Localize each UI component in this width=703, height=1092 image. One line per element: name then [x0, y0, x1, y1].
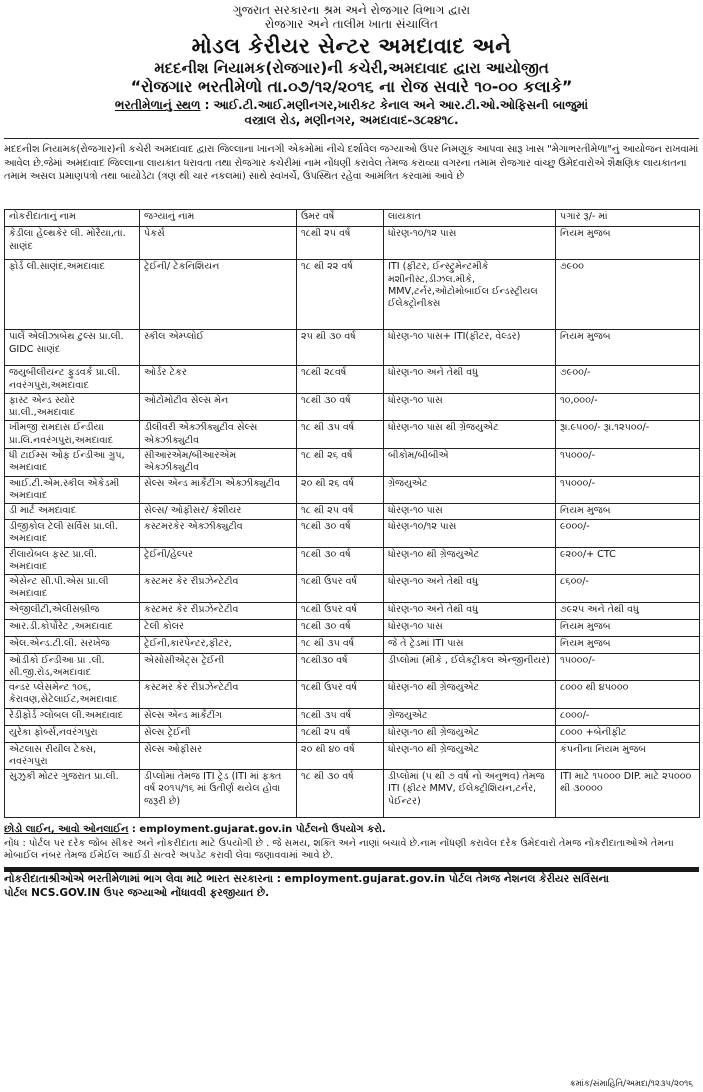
- col-age: ઉંમર વર્ષે: [297, 210, 384, 227]
- qualification-cell: ધોરણ-૧૦ અને તેથી વધુ: [384, 602, 556, 619]
- table-row: [5, 653, 700, 681]
- employer-cell: આઈ.ટી.એમ.સ્કીલ એકેડમી અમદાવાદ: [5, 476, 140, 504]
- header: [4, 4, 699, 96]
- table-row: [5, 227, 700, 260]
- employer-cell: ધી ટાઈમ્સ ઓફ ઈન્ડીઆ ગ્રુપ, અમદાવાદ: [5, 448, 140, 476]
- table-header-row: [5, 210, 700, 227]
- qualification-cell: ધોરણ-૧૦ થી ગ્રેજયુએટ: [384, 725, 556, 742]
- venue-line-1: : આઈ.ટી.આઈ.મણીનગર,ખારીકટ કેનાલ અને આર.ટી.ઓ.ઓફિસની બાજુમાં: [200, 98, 589, 113]
- col-post: જગ્યાનું નામ: [140, 210, 297, 227]
- age-cell: ૧૮થી ઉપર વર્ષ: [297, 681, 384, 709]
- age-cell: ૧૮ થી ૩૫ વર્ષ: [297, 636, 384, 653]
- age-cell: ૨૫ થી ૩૦ વર્ષ: [297, 330, 384, 366]
- age-cell: ૧૮થી ૨૮વર્ષ: [297, 366, 384, 394]
- post-cell: સેલ્સ ટ્રેઈની: [140, 725, 297, 742]
- table-row: [5, 708, 700, 725]
- qualification-cell: ગ્રેજયુએટ: [384, 708, 556, 725]
- qualification-cell: બીકોમ/બીબીએ: [384, 448, 556, 476]
- organizer-line: મદદનીશ નિયામક(રોજગાર)ની કચેરી,અમદાવાદ દ્વારા આયોજીત: [154, 58, 549, 77]
- qualification-cell: ડીપ્લોમાં (૫ થી ૭ વર્ષ નો અનુભવ) તેમજ ITI (ફીટર MMV, ઈલેક્ટ્રીશિયન,ટર્નર, પેઈન્ટર): [384, 770, 556, 818]
- post-cell: ડીપ્લોમાં તેમજ ITI ટ્રેડ (ITI માં ફક્ત વર્ષ ૨૦૧૫/૧૬ માં ઉતીર્ણ થયેલ હોવા જરૂરી છે): [140, 770, 297, 818]
- table-row: [5, 742, 700, 770]
- post-cell: કસ્ટમરકેર એક્ઝીક્યુટીવ: [140, 520, 297, 548]
- table-row: [5, 366, 700, 394]
- age-cell: ૧૮થી ૩૦ વર્ષ: [297, 547, 384, 575]
- reference-number: ક્રમાંક/સંમાહિતિ/અમદા/૧૨૩૫/૨૦૧૬: [569, 1079, 693, 1089]
- salary-cell: ૯૨૦૦/+ CTC: [556, 547, 700, 575]
- salary-cell: ૭૯૦૦: [556, 260, 700, 330]
- employer-cell: કેડીલા હેલ્થકેર લી. મોરૈયા,તા. સાણંદ: [5, 227, 140, 260]
- salary-cell: ૧૫૦૦૦/-: [556, 653, 700, 681]
- qualification-cell: ધોરણ-૧૦ થી ગ્રેજયુએટ: [384, 681, 556, 709]
- qualification-cell: ધોરણ-૧૦ અને તેથી વધુ: [384, 575, 556, 603]
- portal-line: : employment.gujarat.gov.in પોર્ટલનો ઉપયોગ કરો.: [128, 824, 386, 836]
- post-cell: ટેલી કોલર: [140, 619, 297, 636]
- qualification-cell: ધોરણ-૧૦/૧૨ પાસ: [384, 520, 556, 548]
- col-salary: પગાર રૂ/- માં: [556, 210, 700, 227]
- venue: [4, 98, 699, 128]
- salary-cell: નિયમ મુજબ: [556, 504, 700, 520]
- employer-notice-line-1: નોકરીદાતાશ્રીઓએ ભરતીમેળામાં ભાગ લેવા માટે ભારત સરકારના : employment.gujarat.gov.in પોર્ટલ તેમજ નેશનલ કેરીયર સર્વિસના: [4, 872, 610, 885]
- post-cell: સેલ્સ એન્ડ માર્કેટીંગ એક્ઝીક્યુટીવ: [140, 476, 297, 504]
- table-row: [5, 725, 700, 742]
- qualification-cell: ITI (ફીટર, ઈન્સ્ટ્રુમેન્ટમીકે મશીનીસ્ટ,ડીઝલ.મીકે, MMV,ટર્નર,ઓટોમોબાઈલ ઈન્ડસ્ટ્રીયલ ઈલેક્ટ્રોનીક્સ: [384, 260, 556, 330]
- post-cell: ઓટોમોટીવ સેલ્સ મેન: [140, 393, 297, 421]
- employer-cell: વન્ડર પ્લેસમેન્ટ ૧૦૬, કેરાવણ,સેટેલાઈટ,અમદાવાદ: [5, 681, 140, 709]
- table-row: [5, 330, 700, 366]
- salary-cell: ૮૦૦૦ +બેનીફીટ: [556, 725, 700, 742]
- table-row: [5, 602, 700, 619]
- post-cell: ટ્રેઈની,કારપેન્ટર,ફીટર,: [140, 636, 297, 653]
- employer-cell: રેડીફોર્ડ ગ્લોબલ લી.અમદાવાદ: [5, 708, 140, 725]
- age-cell: ૧૮ થી ૩૦ વર્ષ: [297, 770, 384, 818]
- table-row: [5, 421, 700, 449]
- salary-cell: નિયમ મુજબ: [556, 227, 700, 260]
- age-cell: ૧૮થી ૩૦ વર્ષ: [297, 619, 384, 636]
- post-cell: સેલ્સ/ ઓફીસર/ કેશીયર: [140, 504, 297, 520]
- table-row: [5, 393, 700, 421]
- salary-cell: ૧૫૦૦૦/-: [556, 476, 700, 504]
- salary-cell: નિયમ મુજબ: [556, 619, 700, 636]
- qualification-cell: ધોરણ-૧૦ પાસ: [384, 393, 556, 421]
- post-cell: ડીલીવરી એક્ઝીક્યુટીવ સેલ્સ એક્ઝીક્યુટીવ: [140, 421, 297, 449]
- employer-cell: સુઝુકી મોટર ગુજરાત પ્રા.લી.: [5, 770, 140, 818]
- salary-cell: ૧૦,૦૦૦/-: [556, 393, 700, 421]
- post-cell: સેલ્સ ઓફીસર: [140, 742, 297, 770]
- age-cell: ૧૮થી ઉપર વર્ષ: [297, 575, 384, 603]
- salary-cell: ITI માટે ૧૫૦૦૦ DIP. માટે ૨૫૦૦૦ થી ૩૦૦૦૦: [556, 770, 700, 818]
- venue-line-2: વસ્ત્રાલ રોડ, મણીનગર, અમદાવાદ-૩૮૨૪૧૮.: [244, 113, 459, 128]
- salary-cell: ૮૬૦૦/-: [556, 575, 700, 603]
- online-slogan: [4, 824, 699, 837]
- age-cell: ૧૮થી૩૦ વર્ષ: [297, 653, 384, 681]
- employer-cell: એટલાસ રીયીલ ટેક્સ, નવરંગપુરા: [5, 742, 140, 770]
- table-row: [5, 681, 700, 709]
- age-cell: ૧૮થી ૨૫ વર્ષ: [297, 725, 384, 742]
- table-row: [5, 636, 700, 653]
- employer-cell: ફોર્ડ લી.સાણંદ,અમદાવાદ: [5, 260, 140, 330]
- table-row: [5, 448, 700, 476]
- salary-cell: ૭૯૨૫ અને તેથી વધુ: [556, 602, 700, 619]
- qualification-cell: ધોરણ-૧૦/૧૨ પાસ: [384, 227, 556, 260]
- employer-cell: ખીમજી રામદાસ ઈન્ડીયા પ્રા.લિ.નવરંગપુરા,અમદાવાદ: [5, 421, 140, 449]
- department-line: ગુજરાત સરકારના શ્રમ અને રોજગાર વિભાગ દ્વારા: [232, 3, 471, 17]
- post-cell: કસ્ટમર કેર રીપ્રઝેન્ટેટીવ: [140, 575, 297, 603]
- salary-cell: ૧૫૦૦૦/-: [556, 448, 700, 476]
- salary-cell: કંપનીના નિયમ મુજબ: [556, 742, 700, 770]
- post-cell: કસ્ટમર કેર રીપ્રઝેન્ટેટીવ: [140, 681, 297, 709]
- table-row: [5, 619, 700, 636]
- post-cell: ઓર્ડર ટેકર: [140, 366, 297, 394]
- footer-note: નોંધ : પોર્ટલ પર દરેક જોબ સીકર અને નોકરીદાતા માટે ઉપયોગી છે . જે સમય, શક્તિ અને નાણાં બચાવે છે.નામ નોંધણી કરાવેલ દરેક ઉમેદવારો તેમજ નોકરીદાતાઓએ તેમના મોબાઈલ નંબર તેમજ ઈમેઈલ આઈડી સત્વરે અપડેટ કરાવી લેવા જણાવવામાં આવે છે.: [4, 837, 674, 862]
- intro-paragraph: મદદનીશ નિયામક(રોજગાર)ની કચેરી અમદાવાદ દ્વારા જિલ્લાના ખાનગી એકમોમાં નીચે દર્શાવેલ જગ્યાઓ ઉપર નિમણૂક આપવા સારૂ ખાસ "મેગાભરતીમેળા"નું આયોજન રાખવામાં આવેલ છે.જેમાં અમદાવાદ જિલ્લાના લાયકાત ધરાવતા તથા રોજગાર કચેરીમાં નામ નોંધણી કરાવેલ તેમજ કરાવ્યા વગરના તમામ રોજગાર વાંચ્છુ ઉમેદવારોએ શૈક્ષણિક લાયકાતના તમામ અસલ પ્રમાણપત્રો તથા બાયોડેટા (ત્રણ થી ચાર નકલમાં) સાથે સ્વખર્ચે, ઉપસ્થિત રહેવા આમંત્રિત કરવામાં આવે છે: [4, 138, 699, 209]
- event-line: “રોજગાર ભરતીમેળો તા.૦૭/૧૨/૨૦૧૬ ના રોજ સવારે ૧૦-૦૦ કલાકે”: [130, 76, 573, 96]
- post-cell: સેલ્સ એન્ડ માર્કેટીંગ: [140, 708, 297, 725]
- employer-cell: એસેન્ટ સી.પી.એસ પ્રા.લી અમદાવાદ: [5, 575, 140, 603]
- employer-cell: ફાસ્ટ એન્ડ સ્યોર પ્રા.લી.,અમદાવાદ: [5, 393, 140, 421]
- age-cell: ૧૮ થી ૨૬ વર્ષ: [297, 448, 384, 476]
- age-cell: ૧૮ થી ૨૫ વર્ષ: [297, 504, 384, 520]
- post-cell: ટ્રેઈની/હેલ્પર: [140, 547, 297, 575]
- salary-cell: ૭૯૦૦/-: [556, 366, 700, 394]
- employer-cell: રીલાયેબલ ફસ્ટ પ્રા.લી. અમદાવાદ: [5, 547, 140, 575]
- age-cell: ૧૮થી ૨૫ વર્ષ: [297, 227, 384, 260]
- employer-notice-line-2: પોર્ટલ NCS.GOV.IN ઉપર જગ્યાઓ નોંધાવવી ફરજીયાત છે.: [4, 886, 270, 899]
- employer-cell: જયુબીલીયન્ટ ફુડવર્ક પ્રા.લી. નવરંગપુરા,અમદાવાદ: [5, 366, 140, 394]
- employer-cell: એજીલીટી,એલીસબ્રીજ: [5, 602, 140, 619]
- age-cell: ૨૦ થી ૨૬ વર્ષ: [297, 476, 384, 504]
- table-row: [5, 575, 700, 603]
- employer-cell: એલ.એન્ડ.ટી.લી. સરખેજ: [5, 636, 140, 653]
- salary-cell: નિયમ મુજબ: [556, 636, 700, 653]
- qualification-cell: ગ્રેજયુએટ: [384, 476, 556, 504]
- employer-cell: પાર્લે એલીઝાબેથ ટુલ્સ પ્રા.લી. GIDC સાણંદ: [5, 330, 140, 366]
- col-employer: નોકરીદાતાનું નામ: [5, 210, 140, 227]
- qualification-cell: જે તે ટ્રેડમાં ITI પાસ: [384, 636, 556, 653]
- qualification-cell: ધોરણ-૧૦ પાસ થી ગ્રેજયુએટ: [384, 421, 556, 449]
- table-row: [5, 547, 700, 575]
- salary-cell: નિયમ મુજબ: [556, 330, 700, 366]
- employer-cell: યુરેકા ફોર્બ્સ,નવરંગપુરા: [5, 725, 140, 742]
- table-row: [5, 476, 700, 504]
- age-cell: ૨૦ થી ૪૦ વર્ષ: [297, 742, 384, 770]
- table-row: [5, 520, 700, 548]
- slogan-text: છોડો લાઈન, આવો ઓનલાઈન: [4, 824, 129, 836]
- age-cell: ૧૮થી ૩૫ વર્ષ: [297, 708, 384, 725]
- age-cell: ૧૮ થી ૨૨ વર્ષ: [297, 260, 384, 330]
- post-cell: સ્કીલ એમ્પ્લોઈ: [140, 330, 297, 366]
- qualification-cell: ડીપ્લોમાં (મીકે , ઈલેક્ટ્રીકલ એન્જીનીયર): [384, 653, 556, 681]
- employer-cell: ઓડીકો ઈન્ડીઆ પ્રા .લી. સી.જી.રોડ,અમદાવાદ: [5, 653, 140, 681]
- qualification-cell: ધોરણ-૧૦ થી ગ્રેજયુએટ: [384, 742, 556, 770]
- post-cell: એસોસીએટ્સ ટ્રેઈની: [140, 653, 297, 681]
- qualification-cell: ધોરણ-૧૦ અને તેથી વધુ: [384, 366, 556, 394]
- qualification-cell: ધોરણ-૧૦ થી ગ્રેજયુએટ: [384, 547, 556, 575]
- table-row: [5, 260, 700, 330]
- col-qualification: લાયકાત: [384, 210, 556, 227]
- salary-cell: ૮૦૦૦ થી ૪૫૦૦૦: [556, 681, 700, 709]
- age-cell: ૧૮થી ૩૦ વર્ષ: [297, 520, 384, 548]
- employer-cell: ડી માર્ટ અમદાવાદ: [5, 504, 140, 520]
- employer-notice: [4, 873, 699, 900]
- post-cell: કસ્ટમર કેર રીપ્રઝેન્ટેટીવ: [140, 602, 297, 619]
- vacancy-table: [4, 209, 700, 818]
- employer-cell: આર.ડી.કોર્પોરેટ ,અમદાવાદ: [5, 619, 140, 636]
- post-cell: સીઆરએમ/બીઆરએમ એક્ઝીક્યુટીવ: [140, 448, 297, 476]
- salary-cell: ૮૦૦૦/-: [556, 708, 700, 725]
- table-row: [5, 770, 700, 818]
- venue-label: ભરતીમેળાનું સ્થળ: [114, 98, 201, 113]
- age-cell: ૧૮થી ૩૦ વર્ષ: [297, 393, 384, 421]
- qualification-cell: ધોરણ-૧૦ પાસ+ ITI(ફીટર, વેલ્ડર): [384, 330, 556, 366]
- employer-cell: ડીજીકોલ ટેલી સર્વિસ પ્રા.લી. અમદાવાદ: [5, 520, 140, 548]
- page-title: મોડલ કેરીયર સેન્ટર અમદાવાદ અને: [191, 33, 512, 58]
- post-cell: પેકર્સ: [140, 227, 297, 260]
- age-cell: ૧૮થી ઉપર વર્ષ: [297, 602, 384, 619]
- post-cell: ટ્રેઈની/ ટેકનિશિયન: [140, 260, 297, 330]
- qualification-cell: ધોરણ-૧૦ પાસ: [384, 619, 556, 636]
- salary-cell: રૂા.૯૫૦૦/- રૂા.૧૨૫૦૦/-: [556, 421, 700, 449]
- table-row: [5, 504, 700, 520]
- age-cell: ૧૮ થી ૩૫ વર્ષ: [297, 421, 384, 449]
- qualification-cell: ધોરણ-૧૦ પાસ: [384, 504, 556, 520]
- divider-bar: [4, 867, 699, 872]
- salary-cell: ૯૦૦૦/-: [556, 520, 700, 548]
- directorate-line: રોજગાર અને તાલીમ ખાતા સંચાલિત: [265, 16, 438, 31]
